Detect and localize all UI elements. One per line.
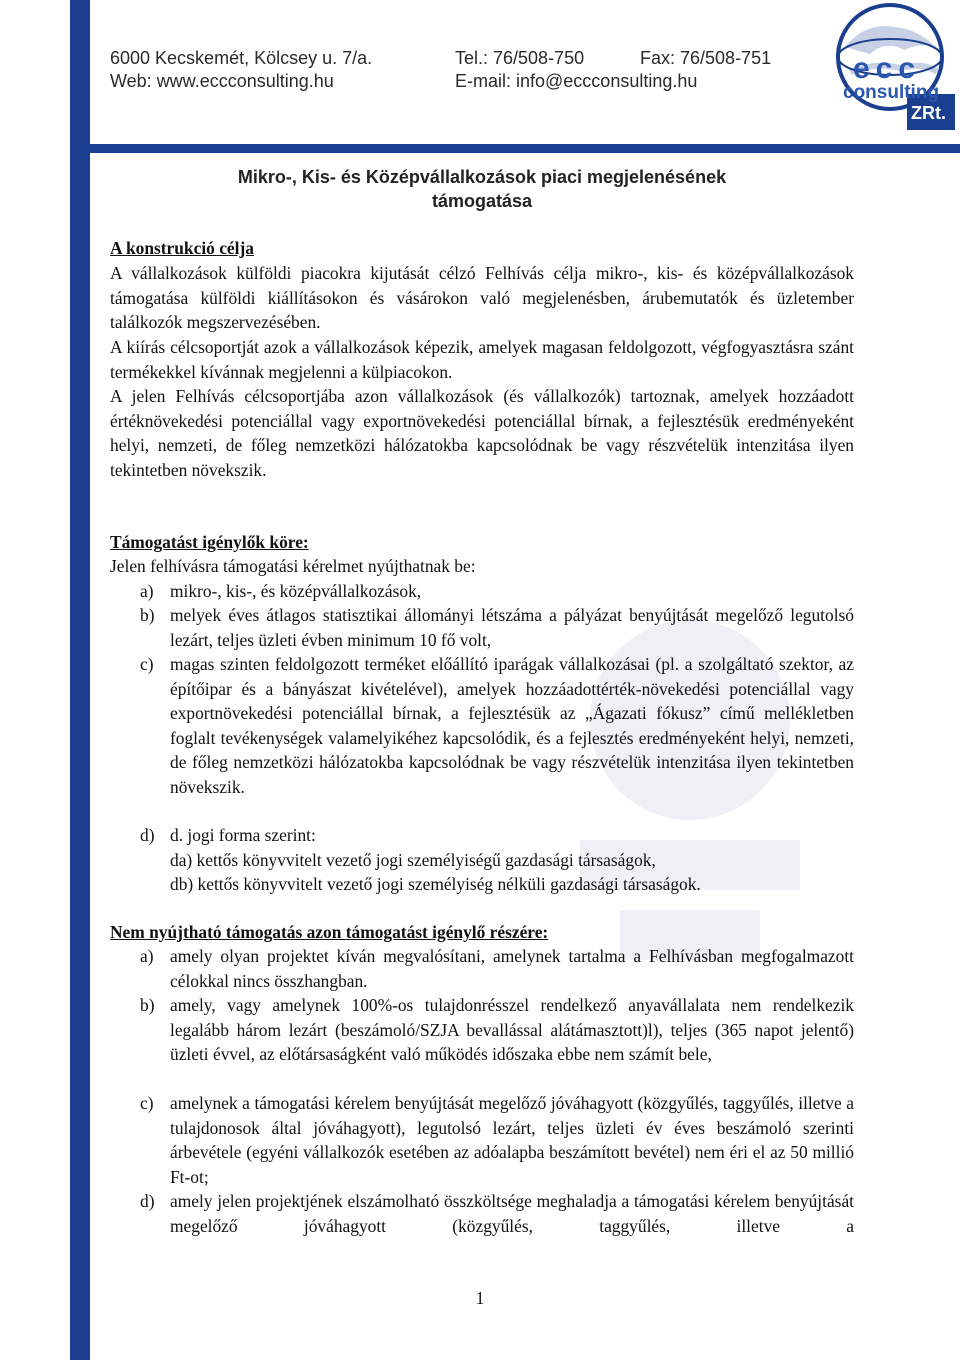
list-item-label: c): [140, 1093, 154, 1113]
header-tel: Tel.: 76/508-750: [455, 48, 585, 68]
list-item-label: a): [140, 946, 154, 966]
section-heading-exclusions: Nem nyújtható támogatás azon támogatást igénylő részére:: [110, 922, 549, 942]
paragraph-goal-1: A vállalkozások külföldi piacokra kijutását célzó Felhívás célja mikro-, kis- és középvállalkozások támogatása külföldi kiállításokon és vásárokon való megjelenésben, árubemutatók és üzletember találkozók megszervezésében.: [110, 263, 854, 332]
list-item: [140, 993, 854, 1067]
page-number: 1: [475, 1288, 485, 1308]
header-divider-bar: [70, 144, 960, 153]
company-logo: [825, 2, 955, 137]
list-item-text: amelynek a támogatási kérelem benyújtását megelőző jóváhagyott (közgyűlés, taggyűlés, illetve a tulajdonosok által jóváhagyott), legutolsó lezárt, teljes üzleti év éves beszámoló szerinti árbevétele (egyéni vállalkozók esetében az adóalapba beszámított bevétel) nem éri el az 50 millió Ft-ot;: [170, 1093, 854, 1187]
list-item-label: d): [140, 1191, 155, 1211]
list-item-label: a): [140, 581, 154, 601]
document-title-line2: támogatása: [431, 191, 533, 211]
list-item: [140, 823, 854, 897]
document-title-line1: Mikro-, Kis- és Középvállalkozások piaci megjelenésének: [237, 167, 727, 187]
list-item: [140, 944, 854, 993]
list-item: [140, 1189, 854, 1238]
list-item-text: amely jelen projektjének elszámolható összköltsége meghaladja a támogatási kérelem benyújtását megelőző jóváhagyott (közgyűlés, taggyűlés, illetve a: [170, 1191, 854, 1236]
logo-wordmark: ecc: [853, 52, 922, 85]
list-item: [140, 579, 854, 604]
list-item-label: b): [140, 605, 155, 625]
sub-item-da: da) kettős könyvvitelt vezető jogi személyiségű gazdasági társaságok,: [170, 849, 656, 870]
list-item-label: b): [140, 995, 155, 1015]
list-item-text: magas szinten feldolgozott terméket előállító iparágak vállalkozásai (pl. a szolgáltató szektor, az építőipar és a bányászat kivételével), amelyek hozzáadottérték-növekedési potenciállal vagy exportnövekedési potenciállal bírnak, a fejlesztésük az „Ágazati fókusz” című mellékletben foglalt tevékenységek valamelyikéhez kapcsolódik, és a fejlesztés eredményeként helyi, nemzeti, de főleg nemzetközi hálózatokba kapcsolódnak be vagy részvételük intenzitása ilyen tekintetben növekszik.: [170, 654, 854, 797]
list-item-text: mikro-, kis-, és középvállalkozások,: [170, 581, 422, 601]
list-item: [140, 1091, 854, 1189]
applicants-intro: Jelen felhívásra támogatási kérelmet nyújthatnak be:: [110, 556, 476, 576]
list-item-text: amely olyan projektet kíván megvalósítani, amelynek tartalma a Felhívásban megfogalmazott célokkal nincs összhangban.: [170, 946, 854, 991]
left-accent-bar: [70, 0, 90, 1360]
header-email: E-mail: info@eccconsulting.hu: [455, 71, 698, 91]
list-item: [140, 603, 854, 652]
list-item-label: d): [140, 825, 155, 845]
header-address: 6000 Kecskemét, Kölcsey u. 7/a.: [110, 48, 373, 68]
list-item: [140, 652, 854, 799]
list-item-text: d. jogi forma szerint:: [170, 825, 316, 845]
sub-item-db: db) kettős könyvvitelt vezető jogi személyiség nélküli gazdasági társaságok.: [170, 874, 701, 894]
section-heading-goal: A konstrukció célja: [110, 238, 254, 258]
paragraph-goal-2: A kiírás célcsoportját azok a vállalkozások képezik, amelyek magasan feldolgozott, végfogyasztásra szánt termékekkel kívánnak megjelenni a külpiacokon.: [110, 337, 854, 382]
paragraph-goal-3: A jelen Felhívás célcsoportjába azon vállalkozások (és vállalkozók) tartoznak, amelyek hozzáadott értéknövekedési potenciállal vagy exportnövekedési potenciállal bírnak, a fejlesztésük eredményeként helyi, nemzeti, de főleg nemzetközi hálózatokba kapcsolódnak be vagy részvételük intenzitása ilyen tekintetben növekszik.: [110, 386, 854, 480]
header-fax: Fax: 76/508-751: [640, 48, 772, 68]
list-item-text: amely, vagy amelynek 100%-os tulajdonrésszel rendelkező anyavállalata nem rendelkezik legalább három lezárt (beszámoló/SZJA bevallással alátámasztott)l), teljes (365 napot jelentő) üzleti évvel, az előtársaságként való működés időszaka ebbe nem számít bele,: [170, 995, 854, 1064]
logo-badge: ZRt.: [911, 103, 946, 123]
section-heading-applicants: Támogatást igénylők köre:: [110, 532, 309, 552]
list-item-text: melyek éves átlagos statisztikai állományi létszáma a pályázat benyújtását megelőző legutolsó lezárt, teljes üzleti évben minimum 10 fő volt,: [170, 605, 854, 650]
list-item-label: c): [140, 654, 154, 674]
logo-consulting-text: consulting: [843, 82, 940, 103]
header-web: Web: www.eccconsulting.hu: [110, 71, 334, 91]
